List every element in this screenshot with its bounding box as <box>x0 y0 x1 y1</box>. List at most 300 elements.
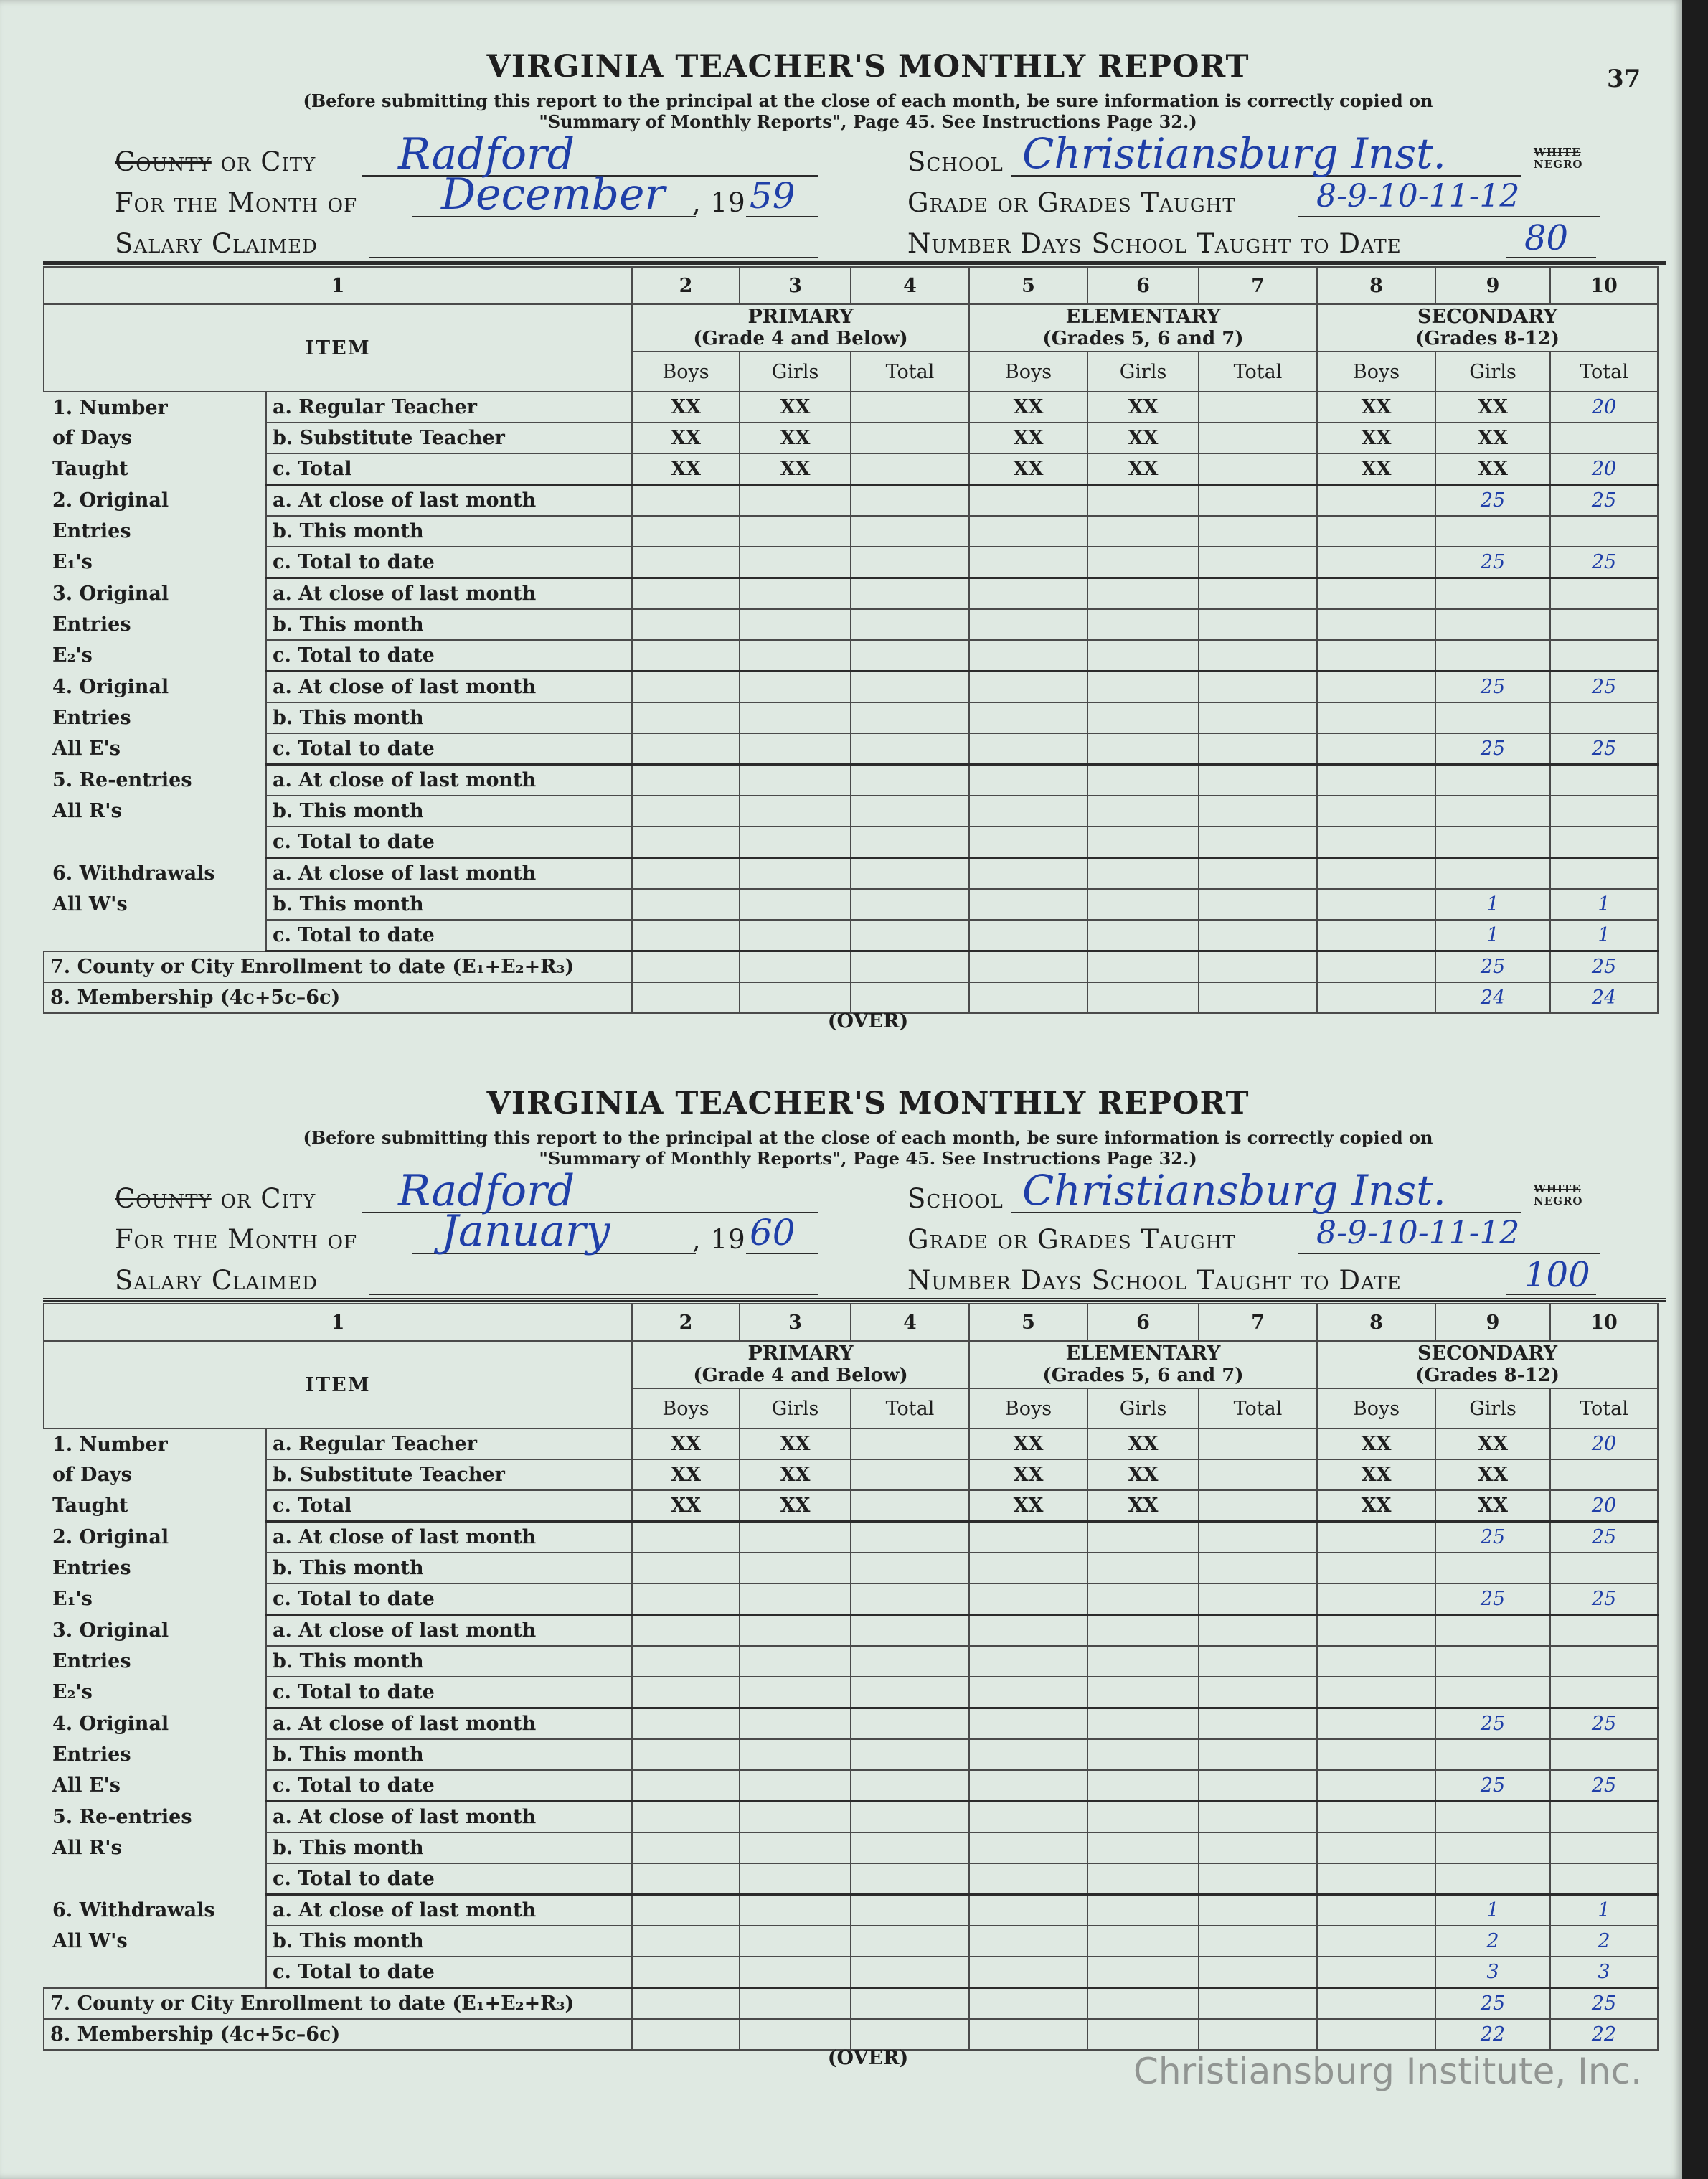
table-cell <box>1317 609 1435 640</box>
table-row <box>44 1490 1658 1522</box>
row-item-label: a. At close of last month <box>266 578 632 610</box>
table-cell <box>740 889 851 920</box>
table-cell: XX <box>632 423 740 453</box>
table-cell <box>1087 609 1199 640</box>
table-cell <box>1550 1739 1658 1770</box>
table-cell <box>1087 1615 1199 1647</box>
row-item-label: c. Total to date <box>266 827 632 858</box>
table-row <box>44 672 1658 703</box>
column-number: 4 <box>851 267 969 304</box>
table-cell: 2 <box>1550 1926 1658 1957</box>
table-cell <box>740 1583 851 1615</box>
group-name: ELEMENTARY <box>1065 306 1221 328</box>
table-cell <box>740 827 851 858</box>
table-cell <box>1199 1522 1317 1553</box>
table-cell <box>1199 485 1317 517</box>
table-cell <box>740 1646 851 1677</box>
subcolumn-header: Total <box>1550 1388 1658 1429</box>
table-cell: XX <box>740 453 851 485</box>
race-designation <box>1534 1183 1583 1208</box>
table-cell <box>969 951 1087 983</box>
table-cell: XX <box>969 1459 1087 1490</box>
row-item-label: b. This month <box>266 516 632 547</box>
row-item-label: b. This month <box>266 796 632 827</box>
table-cell <box>632 1583 740 1615</box>
table-cell <box>1317 547 1435 578</box>
table-row <box>44 1926 1658 1957</box>
row-item-label: c. Total to date <box>266 1863 632 1895</box>
table-cell <box>851 1522 969 1553</box>
table-cell: 25 <box>1550 951 1658 983</box>
table-cell: 25 <box>1435 733 1550 765</box>
instructions-line-2: "Summary of Monthly Reports", Page 45. See Instructions Page 32.) <box>539 111 1197 132</box>
row-item-label: b. This month <box>266 1832 632 1863</box>
table-cell <box>851 1708 969 1740</box>
table-cell <box>1317 765 1435 796</box>
table-cell <box>632 1863 740 1895</box>
row-item-label: b. This month <box>266 889 632 920</box>
table-cell <box>851 702 969 733</box>
table-cell <box>1317 1988 1435 2020</box>
table-cell <box>1550 1459 1658 1490</box>
table-cell <box>1199 702 1317 733</box>
group-name: PRIMARY <box>747 1342 854 1365</box>
table-cell <box>740 1832 851 1863</box>
table-cell <box>1199 672 1317 703</box>
table-row <box>44 827 1658 858</box>
table-row <box>44 2019 1658 2050</box>
column-number: 6 <box>1087 267 1199 304</box>
table-cell <box>1087 640 1199 672</box>
table-cell: XX <box>1087 1490 1199 1522</box>
table-cell <box>632 672 740 703</box>
row-group-label: 2. Original <box>52 489 169 512</box>
table-cell <box>1550 1677 1658 1708</box>
table-row <box>44 1429 1658 1459</box>
table-cell: XX <box>969 423 1087 453</box>
table-cell <box>632 640 740 672</box>
table-cell <box>1199 796 1317 827</box>
table-cell: XX <box>1087 1459 1199 1490</box>
row-group-label <box>44 1957 266 1988</box>
table-cell <box>1199 1708 1317 1740</box>
city-label: or City <box>220 146 316 177</box>
row-group-label: 2. Original <box>52 1525 169 1548</box>
table-cell <box>1087 733 1199 765</box>
table-cell <box>632 858 740 890</box>
table-cell: XX <box>1317 1429 1435 1459</box>
subcolumn-header: Girls <box>1087 1388 1199 1429</box>
table-cell <box>1550 827 1658 858</box>
table-cell <box>632 1926 740 1957</box>
header-rule <box>43 1298 1666 1302</box>
table-cell <box>1087 920 1199 951</box>
table-cell <box>1550 702 1658 733</box>
table-cell <box>1199 1583 1317 1615</box>
row-group-label: 4. Original <box>52 675 169 698</box>
table-cell: XX <box>969 392 1087 423</box>
table-cell <box>1435 1863 1550 1895</box>
table-cell: 24 <box>1435 982 1550 1013</box>
table-cell: XX <box>1317 1459 1435 1490</box>
table-cell <box>632 1957 740 1988</box>
table-cell <box>1550 1832 1658 1863</box>
table-cell <box>1199 392 1317 423</box>
table-cell <box>1435 1739 1550 1770</box>
table-cell <box>1199 453 1317 485</box>
table-cell <box>969 858 1087 890</box>
year-prefix: , 19 <box>692 187 746 218</box>
instructions-line-2: "Summary of Monthly Reports", Page 45. See Instructions Page 32.) <box>539 1148 1197 1169</box>
table-cell <box>969 1583 1087 1615</box>
column-number: 1 <box>44 1304 632 1341</box>
table-cell <box>1087 1522 1199 1553</box>
column-number: 9 <box>1435 267 1550 304</box>
table-cell <box>1317 516 1435 547</box>
white-label: WHITE <box>1534 1182 1581 1195</box>
table-cell <box>1317 1957 1435 1988</box>
table-cell: 24 <box>1550 982 1658 1013</box>
subcolumn-header: Total <box>851 1388 969 1429</box>
group-name: SECONDARY <box>1417 306 1558 328</box>
table-cell <box>1087 1957 1199 1988</box>
table-row <box>44 609 1658 640</box>
table-cell <box>632 547 740 578</box>
table-cell: XX <box>1435 1429 1550 1459</box>
table-cell <box>1199 1895 1317 1926</box>
table-cell <box>851 672 969 703</box>
row-item-label: b. This month <box>266 1739 632 1770</box>
year-value: 59 <box>750 175 796 217</box>
table-cell: 25 <box>1550 485 1658 517</box>
table-cell <box>1435 827 1550 858</box>
table-cell <box>740 1708 851 1740</box>
table-row <box>44 578 1658 610</box>
table-row <box>44 889 1658 920</box>
column-number: 1 <box>44 267 632 304</box>
column-number: 7 <box>1199 1304 1317 1341</box>
table-cell <box>740 1522 851 1553</box>
table-cell <box>851 733 969 765</box>
table-cell: XX <box>1435 1459 1550 1490</box>
table-cell <box>969 765 1087 796</box>
table-cell <box>851 889 969 920</box>
table-cell <box>1550 578 1658 610</box>
table-cell <box>851 392 969 423</box>
table-cell: XX <box>740 1429 851 1459</box>
table-cell <box>969 733 1087 765</box>
table-cell: 25 <box>1435 1770 1550 1802</box>
table-cell: 1 <box>1550 1895 1658 1926</box>
year-prefix: , 19 <box>692 1224 746 1255</box>
table-cell <box>740 858 851 890</box>
table-cell: 25 <box>1435 1522 1550 1553</box>
row-group-label: Entries <box>52 1650 131 1672</box>
table-cell <box>969 920 1087 951</box>
column-number: 9 <box>1435 1304 1550 1341</box>
table-cell <box>1435 796 1550 827</box>
summary-row-label: 8. Membership (4c+5c–6c) <box>44 2019 632 2050</box>
table-cell <box>1199 1802 1317 1833</box>
row-group-label: E₁'s <box>52 551 93 574</box>
table-row <box>44 392 1658 423</box>
row-group-label: Taught <box>52 458 128 481</box>
table-cell <box>969 796 1087 827</box>
table-cell: 1 <box>1550 920 1658 951</box>
group-grades: (Grades 5, 6 and 7) <box>1042 1365 1244 1386</box>
table-cell <box>969 1522 1087 1553</box>
column-number: 5 <box>969 1304 1087 1341</box>
table-cell: XX <box>969 1429 1087 1459</box>
table-cell <box>851 1646 969 1677</box>
table-cell <box>1199 951 1317 983</box>
row-item-label: c. Total to date <box>266 1770 632 1802</box>
table-cell: XX <box>1317 453 1435 485</box>
table-cell <box>851 1459 969 1490</box>
row-item-label: c. Total <box>266 1490 632 1522</box>
table-cell <box>1317 1926 1435 1957</box>
row-group-label: Entries <box>52 520 131 542</box>
table-cell <box>1317 2019 1435 2050</box>
row-item-label: c. Total to date <box>266 1677 632 1708</box>
row-group-label: 1. Number <box>52 1433 168 1456</box>
table-cell <box>851 1739 969 1770</box>
table-cell <box>969 982 1087 1013</box>
grades-label: Grade or Grades Taught <box>907 187 1236 218</box>
summary-row-label: 7. County or City Enrollment to date (E₁+E₂+R₃) <box>44 951 632 983</box>
row-group-label: 3. Original <box>52 582 169 605</box>
row-group-label: Entries <box>52 1557 131 1579</box>
table-cell <box>1550 516 1658 547</box>
table-cell <box>1317 796 1435 827</box>
table-cell <box>851 796 969 827</box>
row-group-label: All R's <box>52 800 122 822</box>
table-cell: XX <box>632 1429 740 1459</box>
row-item-label: c. Total to date <box>266 920 632 951</box>
column-number: 2 <box>632 1304 740 1341</box>
table-cell <box>851 1802 969 1833</box>
column-number-row <box>44 267 1658 304</box>
table-row <box>44 1677 1658 1708</box>
table-cell <box>740 1863 851 1895</box>
table-cell <box>740 951 851 983</box>
school-value: Christiansburg Inst. <box>1022 129 1446 178</box>
table-row <box>44 982 1658 1013</box>
table-cell <box>632 982 740 1013</box>
table-cell <box>632 889 740 920</box>
table-row <box>44 1646 1658 1677</box>
row-item-label: a. At close of last month <box>266 1802 632 1833</box>
table-cell <box>851 485 969 517</box>
subcolumn-header: Girls <box>740 352 851 392</box>
row-item-label: b. This month <box>266 1646 632 1677</box>
row-item-label: a. At close of last month <box>266 858 632 890</box>
table-cell: 25 <box>1435 1988 1550 2020</box>
table-row <box>44 951 1658 983</box>
table-cell <box>1199 1988 1317 2020</box>
row-group-label: of Days <box>52 427 132 449</box>
over-note: (OVER) <box>827 1010 909 1032</box>
table-cell: XX <box>1317 423 1435 453</box>
table-cell <box>632 1677 740 1708</box>
month-value: December <box>441 169 666 220</box>
table-cell <box>1087 889 1199 920</box>
summary-row-label: 7. County or City Enrollment to date (E₁+E₂+R₃) <box>44 1988 632 2020</box>
subcolumn-header: Girls <box>740 1388 851 1429</box>
report-table <box>43 266 1659 1014</box>
table-cell <box>851 1770 969 1802</box>
subcolumn-header: Boys <box>1317 1388 1435 1429</box>
table-cell: 25 <box>1550 1522 1658 1553</box>
table-cell <box>1435 578 1550 610</box>
table-cell <box>1317 640 1435 672</box>
table-cell <box>1435 1832 1550 1863</box>
table-cell <box>1550 1553 1658 1583</box>
table-cell: XX <box>1087 453 1199 485</box>
table-cell <box>632 2019 740 2050</box>
table-cell <box>1435 1677 1550 1708</box>
table-row <box>44 547 1658 578</box>
table-cell <box>740 1615 851 1647</box>
table-cell: XX <box>632 1459 740 1490</box>
table-cell: XX <box>969 453 1087 485</box>
table-cell <box>969 1677 1087 1708</box>
table-cell <box>740 1739 851 1770</box>
table-cell <box>632 516 740 547</box>
table-cell <box>969 485 1087 517</box>
table-cell <box>1550 1802 1658 1833</box>
table-cell: 25 <box>1550 547 1658 578</box>
table-cell <box>632 485 740 517</box>
group-header <box>969 1341 1317 1388</box>
table-cell <box>969 1708 1087 1740</box>
table-cell <box>740 702 851 733</box>
table-cell <box>851 920 969 951</box>
group-name: SECONDARY <box>1417 1342 1558 1365</box>
table-cell <box>1317 1677 1435 1708</box>
table-cell <box>1199 1553 1317 1583</box>
table-cell: 25 <box>1435 1708 1550 1740</box>
table-cell <box>1317 1802 1435 1833</box>
table-cell <box>851 1490 969 1522</box>
subcolumn-header: Boys <box>1317 352 1435 392</box>
table-row <box>44 453 1658 485</box>
table-cell <box>969 516 1087 547</box>
table-cell <box>851 1615 969 1647</box>
table-row <box>44 1708 1658 1740</box>
table-row <box>44 1583 1658 1615</box>
row-item-label: b. Substitute Teacher <box>266 1459 632 1490</box>
table-cell <box>1550 1863 1658 1895</box>
table-cell <box>1087 982 1199 1013</box>
table-cell <box>1087 1739 1199 1770</box>
report-title: VIRGINIA TEACHER'S MONTHLY REPORT <box>486 1086 1250 1121</box>
group-header <box>632 304 969 352</box>
table-cell <box>969 827 1087 858</box>
table-cell: 3 <box>1435 1957 1550 1988</box>
group-header-row <box>44 304 1658 352</box>
row-group-label: 6. Withdrawals <box>52 1898 215 1921</box>
white-label: WHITE <box>1534 146 1581 159</box>
table-cell <box>1087 1553 1199 1583</box>
table-cell <box>740 982 851 1013</box>
race-designation <box>1534 146 1583 171</box>
table-cell <box>851 1832 969 1863</box>
subcolumn-header: Boys <box>632 1388 740 1429</box>
table-cell <box>740 547 851 578</box>
report-instructions <box>0 90 1708 132</box>
table-cell <box>969 640 1087 672</box>
table-cell <box>1199 1429 1317 1459</box>
table-cell <box>740 733 851 765</box>
table-cell <box>1199 920 1317 951</box>
table-row <box>44 1522 1658 1553</box>
table-cell <box>1435 1553 1550 1583</box>
table-cell <box>1317 1553 1435 1583</box>
table-cell <box>632 827 740 858</box>
row-item-label: a. Regular Teacher <box>266 1429 632 1459</box>
table-cell: XX <box>1317 1490 1435 1522</box>
table-cell <box>969 1802 1087 1833</box>
table-cell <box>632 1708 740 1740</box>
table-cell: 25 <box>1435 951 1550 983</box>
row-item-label: c. Total to date <box>266 733 632 765</box>
table-row <box>44 702 1658 733</box>
table-cell <box>632 765 740 796</box>
table-cell <box>1435 1802 1550 1833</box>
row-group-label: E₁'s <box>52 1588 93 1611</box>
table-cell <box>632 1988 740 2020</box>
table-cell <box>1317 578 1435 610</box>
table-cell: 25 <box>1550 1583 1658 1615</box>
table-cell <box>740 920 851 951</box>
row-group-label: Entries <box>52 613 131 636</box>
table-cell: XX <box>1435 453 1550 485</box>
table-cell <box>1435 702 1550 733</box>
table-cell: 1 <box>1435 1895 1550 1926</box>
table-cell: 25 <box>1550 1988 1658 2020</box>
row-item-label: a. At close of last month <box>266 1708 632 1740</box>
table-cell <box>851 982 969 1013</box>
row-item-label: c. Total <box>266 453 632 485</box>
table-cell <box>1199 1770 1317 1802</box>
table-cell <box>851 516 969 547</box>
table-cell <box>851 423 969 453</box>
table-cell <box>1199 1646 1317 1677</box>
table-cell: 2 <box>1435 1926 1550 1957</box>
table-cell <box>740 672 851 703</box>
table-cell <box>1199 982 1317 1013</box>
table-cell <box>1087 951 1199 983</box>
table-cell <box>851 1583 969 1615</box>
row-group-label: 6. Withdrawals <box>52 862 215 885</box>
item-header: ITEM <box>44 304 632 392</box>
table-cell <box>851 1677 969 1708</box>
table-row <box>44 1832 1658 1863</box>
row-group-label: 3. Original <box>52 1619 169 1642</box>
table-cell <box>969 1988 1087 2020</box>
row-group-label <box>44 1863 266 1895</box>
row-group-label <box>44 920 266 951</box>
column-number: 10 <box>1550 1304 1658 1341</box>
row-item-label: a. At close of last month <box>266 1895 632 1926</box>
row-group-label: 5. Re-entries <box>52 1805 192 1828</box>
table-cell <box>1317 1863 1435 1895</box>
salary-label: Salary Claimed <box>115 1265 318 1296</box>
header-rule <box>43 261 1666 265</box>
column-number: 4 <box>851 1304 969 1341</box>
table-cell <box>632 1832 740 1863</box>
